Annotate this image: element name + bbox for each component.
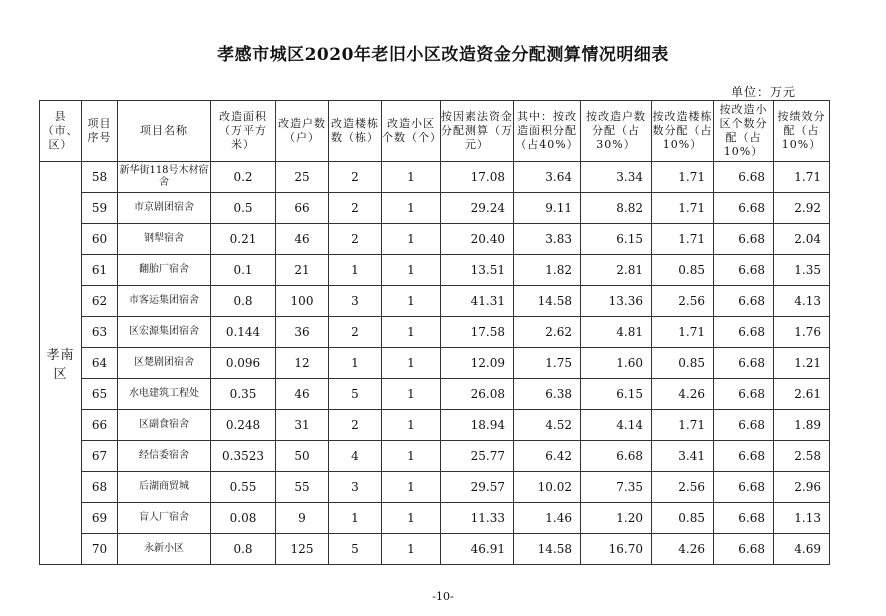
cell-by-households: 6.15 [581,224,652,255]
cell-by-performance: 1.21 [774,348,830,379]
table-row [40,255,830,286]
cell-buildings: 1 [329,255,382,286]
header-by-buildings: 按改造楼栋数分配（占10%） [652,101,714,162]
table-row [40,410,830,441]
header-communities: 改造小区个数（个） [382,101,441,162]
cell-project-no: 64 [82,348,118,379]
cell-project-name: 市客运集团宿舍 [118,286,211,317]
header-area: 改造面积（万平方米） [211,101,276,162]
cell-by-buildings: 1.71 [652,317,714,348]
cell-by-area: 1.75 [514,348,581,379]
cell-project-no: 60 [82,224,118,255]
cell-project-name: 盲人厂宿舍 [118,503,211,534]
cell-by-communities: 6.68 [714,286,774,317]
cell-by-performance: 1.71 [774,162,830,193]
cell-area: 0.2 [211,162,276,193]
cell-area: 0.144 [211,317,276,348]
table-row [40,503,830,534]
cell-households: 31 [276,410,329,441]
cell-by-area: 3.83 [514,224,581,255]
cell-project-name: 区副食宿舍 [118,410,211,441]
table-body [40,162,830,565]
cell-area: 0.8 [211,286,276,317]
table-row [40,441,830,472]
cell-by-households: 4.81 [581,317,652,348]
cell-by-buildings: 1.71 [652,162,714,193]
cell-area: 0.096 [211,348,276,379]
cell-buildings: 2 [329,317,382,348]
header-district: 县（市、区） [40,101,82,162]
cell-households: 36 [276,317,329,348]
header-by-households: 按改造户数分配（占30%） [581,101,652,162]
cell-communities: 1 [382,317,441,348]
cell-by-households: 16.70 [581,534,652,565]
cell-project-no: 65 [82,379,118,410]
cell-communities: 1 [382,410,441,441]
cell-by-performance: 2.58 [774,441,830,472]
cell-by-households: 1.60 [581,348,652,379]
cell-area: 0.35 [211,379,276,410]
cell-project-no: 59 [82,193,118,224]
cell-by-buildings: 0.85 [652,348,714,379]
cell-total: 17.58 [441,317,514,348]
cell-by-buildings: 2.56 [652,286,714,317]
cell-by-buildings: 0.85 [652,255,714,286]
cell-by-performance: 1.35 [774,255,830,286]
header-row [40,101,830,162]
cell-by-area: 1.46 [514,503,581,534]
cell-households: 55 [276,472,329,503]
cell-by-performance: 1.13 [774,503,830,534]
cell-by-area: 3.64 [514,162,581,193]
cell-by-households: 3.34 [581,162,652,193]
table-row [40,472,830,503]
cell-by-buildings: 2.56 [652,472,714,503]
cell-area: 0.3523 [211,441,276,472]
cell-project-name: 永新小区 [118,534,211,565]
cell-households: 46 [276,379,329,410]
cell-by-communities: 6.68 [714,503,774,534]
cell-project-no: 62 [82,286,118,317]
cell-project-name: 翻胎厂宿舍 [118,255,211,286]
cell-area: 0.8 [211,534,276,565]
header-by-area: 其中：按改造面积分配（占40%） [514,101,581,162]
cell-by-communities: 6.68 [714,410,774,441]
cell-by-households: 1.20 [581,503,652,534]
cell-area: 0.21 [211,224,276,255]
cell-area: 0.248 [211,410,276,441]
cell-by-households: 6.68 [581,441,652,472]
cell-area: 0.1 [211,255,276,286]
table-row [40,224,830,255]
header-households: 改造户数（户） [276,101,329,162]
cell-by-area: 14.58 [514,534,581,565]
cell-communities: 1 [382,224,441,255]
cell-project-no: 68 [82,472,118,503]
table-row [40,317,830,348]
cell-buildings: 1 [329,503,382,534]
table-row [40,286,830,317]
cell-by-area: 10.02 [514,472,581,503]
cell-buildings: 4 [329,441,382,472]
cell-by-performance: 2.04 [774,224,830,255]
cell-total: 20.40 [441,224,514,255]
cell-by-performance: 2.92 [774,193,830,224]
cell-total: 17.08 [441,162,514,193]
cell-by-communities: 6.68 [714,224,774,255]
cell-project-no: 61 [82,255,118,286]
cell-by-buildings: 4.26 [652,534,714,565]
document-title: 孝感市城区2020年老旧小区改造资金分配测算情况明细表 [217,45,669,65]
cell-by-communities: 6.68 [714,193,774,224]
cell-by-households: 8.82 [581,193,652,224]
table-row [40,348,830,379]
cell-by-buildings: 1.71 [652,224,714,255]
table-row [40,379,830,410]
cell-by-buildings: 1.71 [652,410,714,441]
cell-buildings: 2 [329,193,382,224]
cell-communities: 1 [382,348,441,379]
cell-households: 9 [276,503,329,534]
cell-by-communities: 6.68 [714,255,774,286]
header-by-performance: 按绩效分配（占10%） [774,101,830,162]
cell-communities: 1 [382,193,441,224]
cell-project-name: 经信委宿舍 [118,441,211,472]
header-project-name: 项目名称 [118,101,211,162]
cell-by-communities: 6.68 [714,441,774,472]
table-row [40,534,830,565]
cell-project-name: 区楚剧团宿舍 [118,348,211,379]
cell-by-communities: 6.68 [714,379,774,410]
cell-households: 100 [276,286,329,317]
cell-total: 46.91 [441,534,514,565]
district-cell: 孝南区 [40,162,82,565]
cell-communities: 1 [382,441,441,472]
cell-buildings: 3 [329,286,382,317]
cell-total: 26.08 [441,379,514,410]
cell-communities: 1 [382,255,441,286]
cell-project-no: 67 [82,441,118,472]
cell-by-area: 1.82 [514,255,581,286]
cell-households: 25 [276,162,329,193]
cell-by-communities: 6.68 [714,534,774,565]
cell-project-no: 58 [82,162,118,193]
cell-buildings: 2 [329,410,382,441]
cell-buildings: 2 [329,224,382,255]
cell-households: 21 [276,255,329,286]
cell-total: 29.24 [441,193,514,224]
page-number: -10- [432,590,454,603]
cell-by-performance: 1.76 [774,317,830,348]
cell-area: 0.08 [211,503,276,534]
cell-households: 46 [276,224,329,255]
cell-project-name: 钢犁宿舍 [118,224,211,255]
cell-communities: 1 [382,534,441,565]
cell-total: 13.51 [441,255,514,286]
cell-by-area: 4.52 [514,410,581,441]
unit-label: 单位：万元 [730,85,796,99]
cell-by-buildings: 4.26 [652,379,714,410]
cell-communities: 1 [382,472,441,503]
cell-households: 125 [276,534,329,565]
table-row [40,162,830,193]
cell-project-name: 市京剧团宿舍 [118,193,211,224]
cell-by-performance: 2.61 [774,379,830,410]
cell-buildings: 5 [329,534,382,565]
cell-by-performance: 2.96 [774,472,830,503]
cell-total: 11.33 [441,503,514,534]
cell-buildings: 1 [329,348,382,379]
cell-by-households: 13.36 [581,286,652,317]
header-buildings: 改造楼栋数（栋） [329,101,382,162]
cell-area: 0.5 [211,193,276,224]
cell-area: 0.55 [211,472,276,503]
cell-project-name: 水电建筑工程处 [118,379,211,410]
header-by-communities: 按改造小区个数分配（占10%） [714,101,774,162]
cell-buildings: 2 [329,162,382,193]
cell-by-performance: 1.89 [774,410,830,441]
cell-project-name: 区宏源集团宿舍 [118,317,211,348]
header-total: 按因素法资金分配测算（万元） [441,101,514,162]
cell-by-performance: 4.13 [774,286,830,317]
cell-households: 66 [276,193,329,224]
cell-buildings: 3 [329,472,382,503]
cell-buildings: 5 [329,379,382,410]
cell-by-buildings: 3.41 [652,441,714,472]
allocation-table [39,100,830,565]
cell-total: 29.57 [441,472,514,503]
cell-project-no: 63 [82,317,118,348]
cell-project-name: 后湖商贸城 [118,472,211,503]
cell-communities: 1 [382,162,441,193]
cell-by-area: 14.58 [514,286,581,317]
cell-by-buildings: 0.85 [652,503,714,534]
cell-by-communities: 6.68 [714,348,774,379]
cell-by-households: 4.14 [581,410,652,441]
cell-by-communities: 6.68 [714,317,774,348]
cell-households: 12 [276,348,329,379]
cell-by-communities: 6.68 [714,472,774,503]
table-row [40,193,830,224]
cell-communities: 1 [382,379,441,410]
cell-by-area: 6.42 [514,441,581,472]
cell-communities: 1 [382,503,441,534]
cell-by-households: 2.81 [581,255,652,286]
cell-total: 25.77 [441,441,514,472]
cell-total: 18.94 [441,410,514,441]
cell-by-area: 2.62 [514,317,581,348]
cell-by-performance: 4.69 [774,534,830,565]
cell-total: 12.09 [441,348,514,379]
cell-project-no: 66 [82,410,118,441]
cell-total: 41.31 [441,286,514,317]
cell-households: 50 [276,441,329,472]
cell-by-buildings: 1.71 [652,193,714,224]
header-project-no: 项目序号 [82,101,118,162]
cell-project-name: 新华街118号木材宿舍 [118,162,211,193]
cell-by-area: 9.11 [514,193,581,224]
cell-project-no: 69 [82,503,118,534]
cell-by-households: 6.15 [581,379,652,410]
cell-by-households: 7.35 [581,472,652,503]
cell-by-area: 6.38 [514,379,581,410]
cell-project-no: 70 [82,534,118,565]
cell-communities: 1 [382,286,441,317]
cell-by-communities: 6.68 [714,162,774,193]
